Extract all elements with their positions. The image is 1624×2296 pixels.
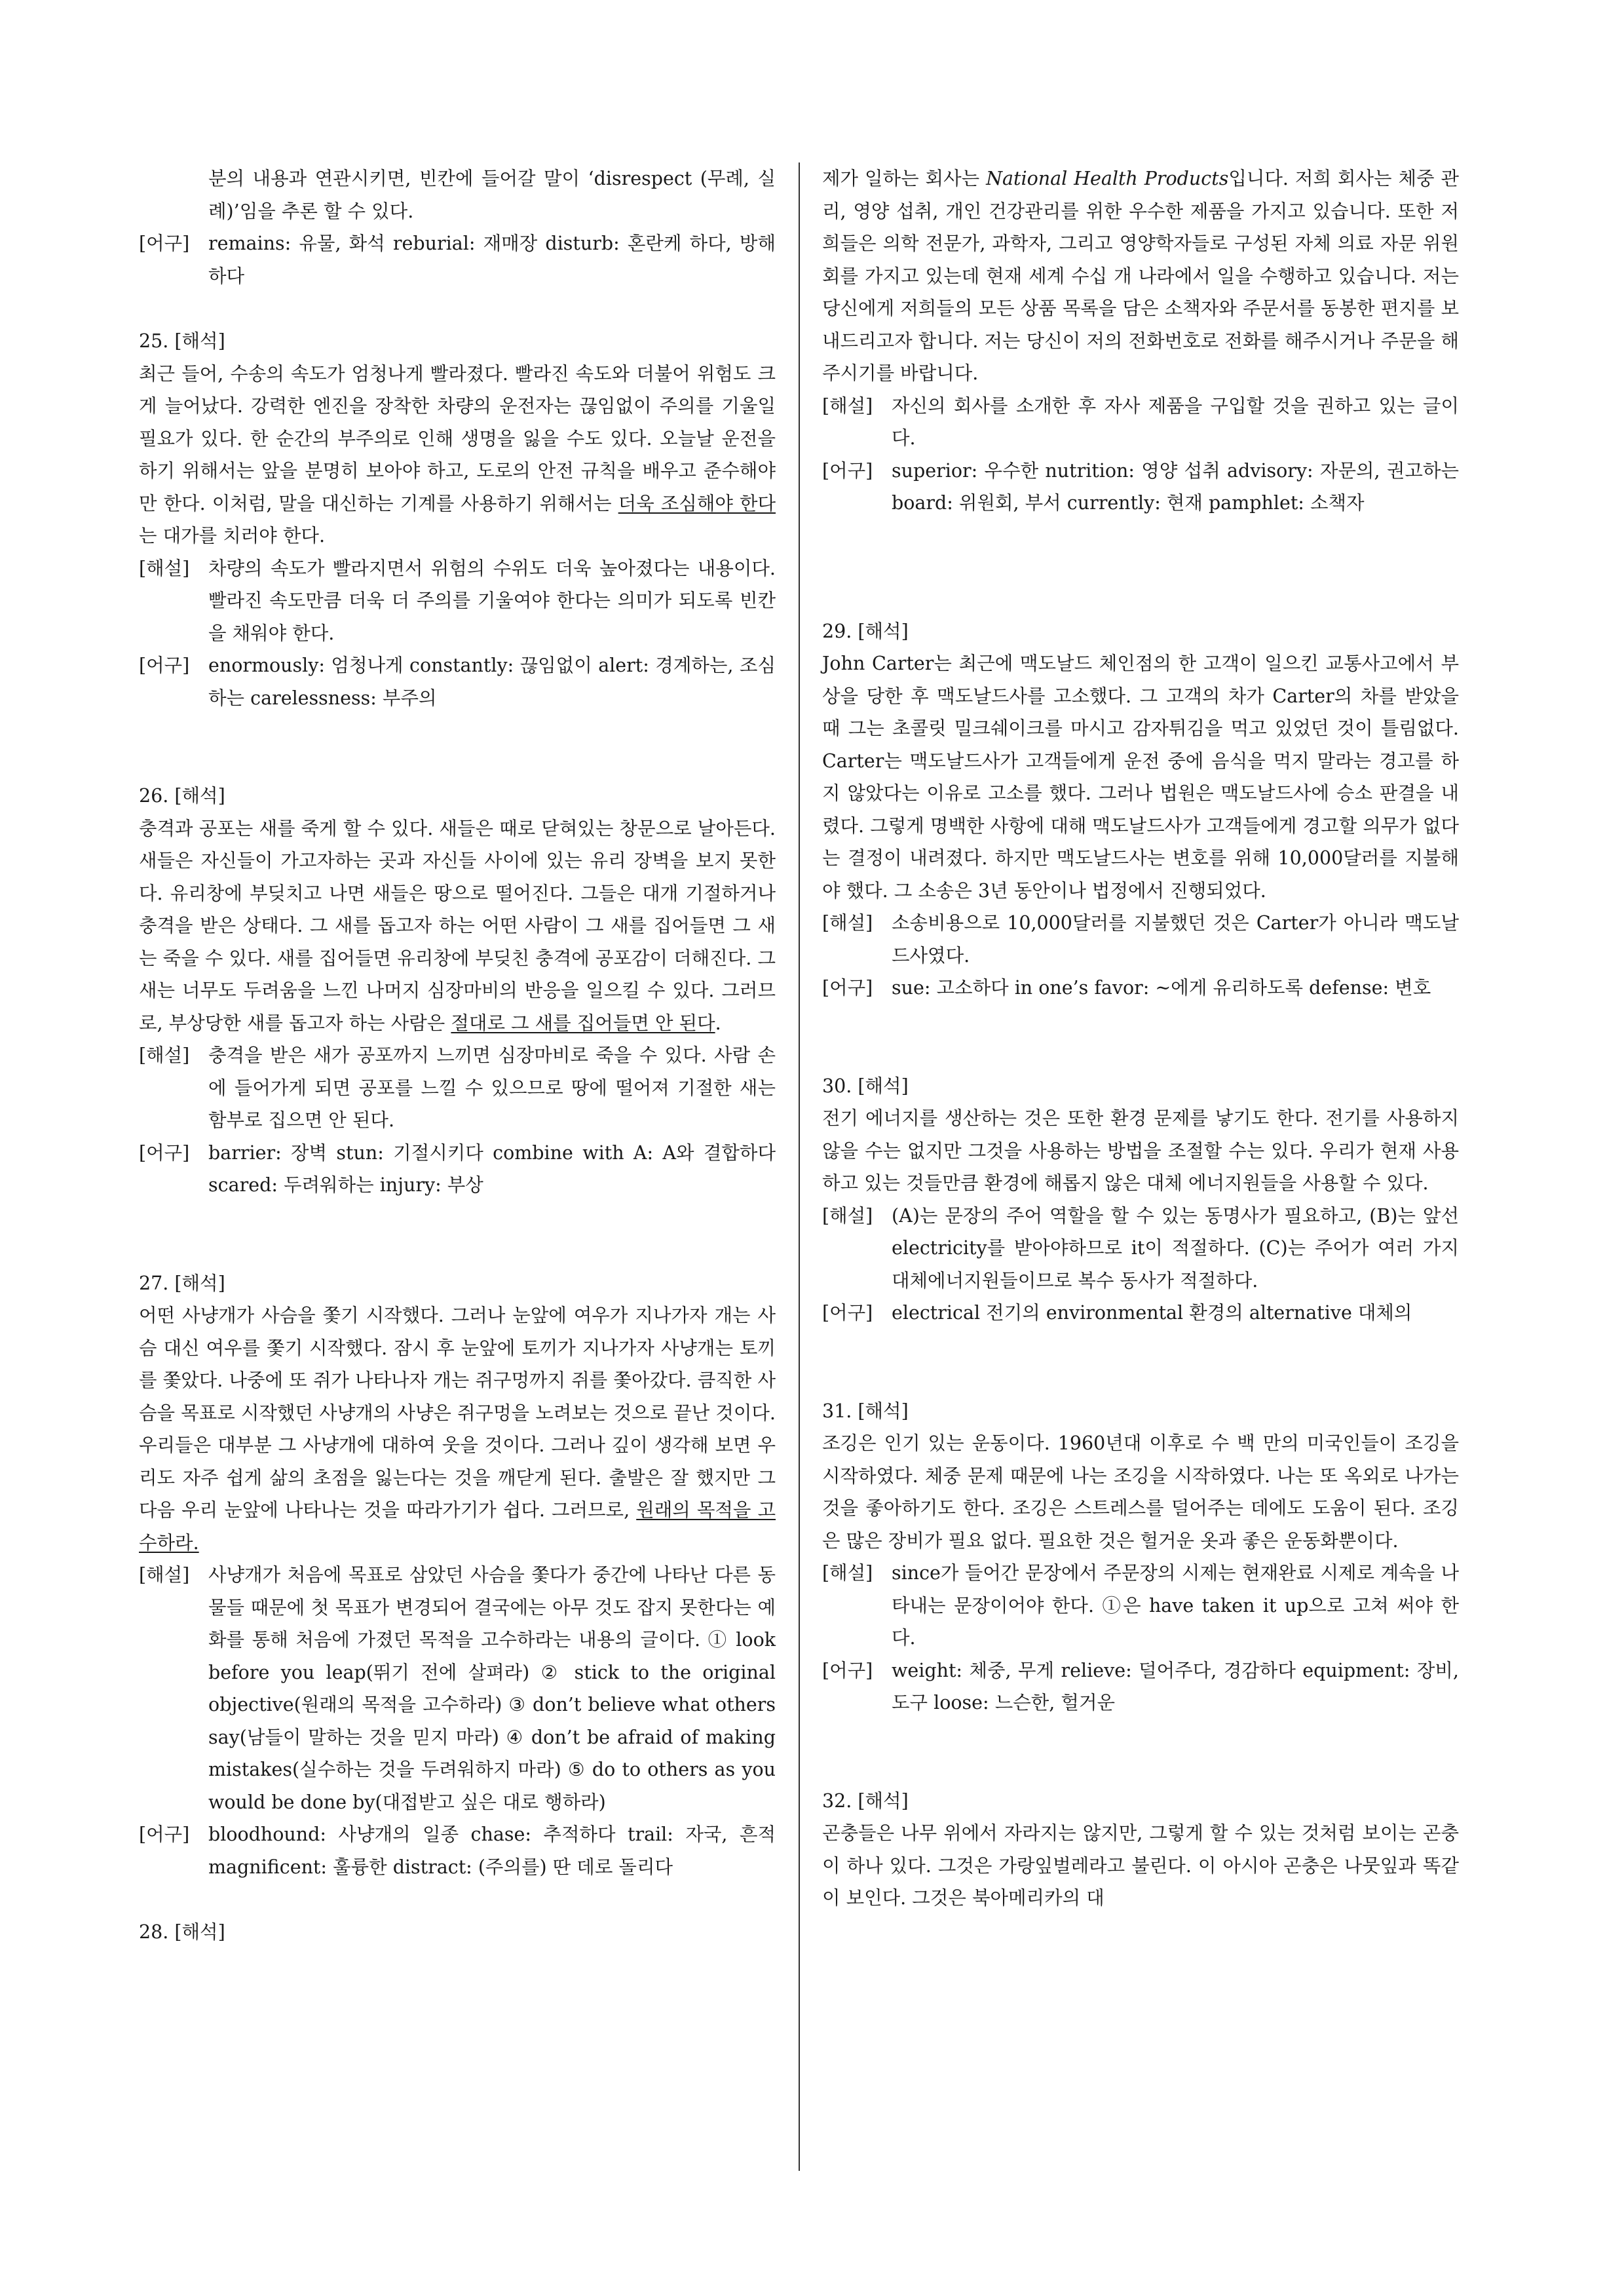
vocab-text: bloodhound: 사냥개의 일종 chase: 추적하다 trail: 자국, 흔적 magnificent: 훌륭한 distract: (주의를) 딴 데로 돌리다 (208, 1824, 776, 1878)
vocab-tag: [어구] (139, 233, 190, 254)
haeseol-text: 소송비용으로 10,000달러를 지불했던 것은 Carter가 아니라 맥도날드사였다. (892, 912, 1459, 966)
left-column (139, 163, 776, 1949)
q25-vocab (139, 649, 776, 714)
haeseol-tag: [해설] (139, 557, 190, 579)
q26-body (139, 813, 776, 1040)
q31-haeseol (822, 1557, 1459, 1655)
q26-haeseol (139, 1039, 776, 1137)
intro-vocab (139, 227, 776, 292)
q29-vocab (822, 972, 1459, 1004)
haeseol-text: (A)는 문장의 주어 역할을 할 수 있는 동명사가 필요하고, (B)는 앞선 electricity를 받아야하므로 it이 적절하다. (C)는 주어가 여러 가지 대체에너지원들이므로 복수 동사가 적절하다. (892, 1204, 1459, 1292)
q27-heading: 27. [해석] (139, 1272, 225, 1294)
q28-body-tail: 입니다. 저희 회사는 체중 관리, 영양 섭취, 개인 건강관리를 위한 우수한 제품을 가지고 있습니다. 또한 저희들은 의학 전문가, 과학자, 그리고 영양학자들로 구성된 자체 의료 자문 위원회를 가지고 있는데 현재 세계 수십 개 나라에서 일을 수행하고 있습니다. 저는 당신에게 저희들의 모든 상품 목록을 담은 소책자와 주문서를 동봉한 편지를 보내드리고자 합니다. 저는 당신이 저의 전화번호로 전화를 해주시거나 주문을 해주시기를 바랍니다. (822, 168, 1460, 384)
haeseol-text: 사냥개가 처음에 목표로 삼았던 사슴을 쫓다가 중간에 나타난 다른 동물들 때문에 첫 목표가 변경되어 결국에는 아무 것도 잡지 못한다는 예화를 통해 처음에 가졌던 목적을 고수하라는 내용의 글이다. ① look before you leap(뛰기 전에 살펴라) ② stick to the original objective(원래의 목적을 고수하라) ③ don’t believe what others say(남들이 말하는 것을 믿지 마라) ④ don’t be afraid of making mistakes(실수하는 것을 두려워하지 마라) ⑤ do to others as you would be done by(대접받고 싶은 대로 행하라) (208, 1564, 776, 1813)
q32-body: 곤충들은 나무 위에서 자라지는 않지만, 그렇게 할 수 있는 것처럼 보이는 곤충이 하나 있다. 그것은 가랑잎벌레라고 불린다. 이 아시아 곤충은 나뭇잎과 똑같이 보인다. 그것은 북아메리카의 대 (822, 1822, 1459, 1909)
company-name: National Health Products (986, 168, 1229, 189)
vocab-tag: [어구] (139, 655, 190, 676)
q27-haeseol (139, 1559, 776, 1818)
q28-vocab (822, 455, 1459, 520)
q25-answer: 더욱 조심해야 한다 (618, 492, 776, 514)
q30-body: 전기 에너지를 생산하는 것은 또한 환경 문제를 낳기도 한다. 전기를 사용하지 않을 수는 없지만 그것을 사용하는 방법을 조절할 수는 있다. 우리가 현재 사용하고 있는 것들만큼 환경에 해롭지 않은 대체 에너지원들을 사용할 수 있다. (822, 1107, 1459, 1194)
vocab-tag: [어구] (822, 459, 873, 482)
vocab-text: superior: 우수한 nutrition: 영양 섭취 advisory: 자문의, 권고하는 board: 위원회, 부서 currently: 현재 pamphlet: 소책자 (892, 459, 1459, 514)
vocab-text: electrical 전기의 environmental 환경의 alternative 대체의 (892, 1302, 1412, 1324)
vocab-tag: [어구] (139, 1824, 190, 1845)
q28-body-text: 제가 일하는 회사는 (822, 168, 987, 189)
q29-body: John Carter는 최근에 맥도날드 체인점의 한 고객이 일으킨 교통사고에서 부상을 당한 후 맥도날드사를 고소했다. 그 고객의 차가 Carter의 차를 받았을 때 그는 초콜릿 밀크쉐이크를 마시고 감자튀김을 먹고 있었던 것이 틀림없다. Carter는 맥도날드사가 고객들에게 운전 중에 음식을 먹지 말라는 경고를 하지 않았다는 이유로 고소를 했다. 그러나 법원은 맥도날드사에 승소 판결을 내렸다. 그렇게 명백한 사항에 대해 맥도날드사가 고객들에게 경고할 의무가 없다는 결정이 내려졌다. 하지만 맥도날드사는 변호를 위해 10,000달러를 지불해야 했다. 그 소송은 3년 동안이나 법정에서 진행되었다. (822, 653, 1459, 902)
vocab-text: remains: 유물, 화석 reburial: 재매장 disturb: 혼란케 하다, 방해하다 (208, 233, 776, 287)
vocab-tag: [어구] (822, 1659, 873, 1681)
q26-body-text: 충격과 공포는 새를 죽게 할 수 있다. 새들은 때로 닫혀있는 창문으로 날아든다. 새들은 자신들이 가고자하는 곳과 자신들 사이에 있는 유리 장벽을 보지 못한다. 유리창에 부딪치고 나면 새들은 땅으로 떨어진다. 그들은 대개 기절하거나 충격을 받은 상태다. 그 새를 돕고자 하는 어떤 사람이 그 새를 집어들면 그 새는 죽을 수 있다. 새를 집어들면 유리창에 부딪친 충격에 공포감이 더해진다. 그 새는 너무도 두려움을 느낀 나머지 심장마비의 반응을 일으킬 수 있다. 그러므로, 부상당한 새를 돕고자 하는 사람은 (139, 817, 776, 1034)
q27-answer: 원래의 목적을 고수하라. (139, 1499, 776, 1554)
vocab-tag: [어구] (822, 977, 873, 999)
q25-haeseol (139, 552, 776, 650)
q28-haeseol (822, 390, 1459, 455)
q28-body (822, 163, 1459, 390)
q30-haeseol (822, 1200, 1459, 1297)
right-column (822, 163, 1459, 1915)
q26-body-tail: . (715, 1012, 721, 1034)
column-divider (799, 163, 800, 2171)
q25-body-text: 최근 들어, 수송의 속도가 엄청나게 빨라졌다. 빨라진 속도와 더불어 위험도 크게 늘어났다. 강력한 엔진을 장착한 차량의 운전자는 끊임없이 주의를 기울일 필요가 있다. 한 순간의 부주의로 인해 생명을 잃을 수도 있다. 오늘날 운전을 하기 위해서는 앞을 분명히 보아야 하고, 도로의 안전 규칙을 배우고 준수해야만 한다. 이처럼, 말을 대신하는 기계를 사용하기 위해서는 (139, 362, 776, 514)
vocab-text: weight: 체중, 무게 relieve: 덜어주다, 경감하다 equipment: 장비, 도구 loose: 느슨한, 헐거운 (892, 1659, 1459, 1713)
q30-heading: 30. [해석] (822, 1075, 909, 1097)
q31-heading: 31. [해석] (822, 1400, 909, 1422)
haeseol-text: 충격을 받은 새가 공포까지 느끼면 심장마비로 죽을 수 있다. 사람 손에 들어가게 되면 공포를 느낄 수 있으므로 땅에 떨어져 기절한 새는 함부로 집으면 안 된다. (208, 1044, 776, 1131)
vocab-text: sue: 고소하다 in one’s favor: ~에게 유리하도록 defense: 변호 (892, 977, 1431, 999)
q27-body-text: 어떤 사냥개가 사슴을 쫓기 시작했다. 그러나 눈앞에 여우가 지나가자 개는 사슴 대신 여우를 쫓기 시작했다. 잠시 후 눈앞에 토끼가 지나가자 사냥개는 토끼를 쫓았다. 나중에 또 쥐가 나타나자 개는 쥐구멍까지 쥐를 쫓아갔다. 큼직한 사슴을 목표로 시작했던 사냥개의 사냥은 쥐구멍을 노려보는 것으로 끝난 것이다. 우리들은 대부분 그 사냥개에 대하여 웃을 것이다. 그러나 깊이 생각해 보면 우리도 자주 쉽게 삶의 초점을 잃는다는 것을 깨닫게 된다. 출발은 잘 했지만 그 다음 우리 눈앞에 나타나는 것을 따라가기가 쉽다. 그러므로, (139, 1305, 776, 1521)
vocab-tag: [어구] (139, 1141, 190, 1164)
intro-paragraph: 분의 내용과 연관시키면, 빈칸에 들어갈 말이 ‘disrespect (무례, 실례)’임을 추론 할 수 있다. (208, 168, 776, 222)
haeseol-tag: [해설] (139, 1564, 190, 1586)
vocab-tag: [어구] (822, 1302, 873, 1324)
haeseol-text: 자신의 회사를 소개한 후 자사 제품을 구입할 것을 권하고 있는 글이다. (892, 394, 1459, 449)
q26-vocab (139, 1137, 776, 1202)
haeseol-tag: [해설] (822, 912, 873, 934)
haeseol-tag: [해설] (822, 394, 873, 417)
q26-answer: 절대로 그 새를 집어들면 안 된다 (451, 1012, 715, 1034)
q28-heading: 28. [해석] (139, 1921, 225, 1943)
q27-body (139, 1299, 776, 1559)
vocab-text: barrier: 장벽 stun: 기절시키다 combine with A: A와 결합하다 scared: 두려워하는 injury: 부상 (208, 1141, 776, 1196)
haeseol-tag: [해설] (822, 1562, 873, 1584)
q31-vocab (822, 1655, 1459, 1719)
vocab-text: enormously: 엄청나게 constantly: 끊임없이 alert: 경계하는, 조심하는 carelessness: 부주의 (208, 655, 776, 709)
q25-heading: 25. [해석] (139, 330, 225, 352)
q25-body (139, 358, 776, 552)
q25-body-tail: 는 대가를 치러야 한다. (139, 525, 326, 546)
haeseol-tag: [해설] (822, 1204, 873, 1227)
haeseol-tag: [해설] (139, 1044, 190, 1066)
q27-vocab (139, 1818, 776, 1883)
q29-heading: 29. [해석] (822, 620, 909, 642)
q31-body: 조깅은 인기 있는 운동이다. 1960년대 이후로 수 백 만의 미국인들이 조깅을 시작하였다. 체중 문제 때문에 나는 조깅을 시작하였다. 나는 또 옥외로 나가는 것을 좋아하기도 한다. 조깅은 스트레스를 덜어주는 데에도 도움이 된다. 조깅은 많은 장비가 필요 없다. 필요한 것은 헐거운 옷과 좋은 운동화뿐이다. (822, 1432, 1459, 1552)
q30-vocab (822, 1297, 1459, 1330)
haeseol-text: 차량의 속도가 빨라지면서 위험의 수위도 더욱 높아졌다는 내용이다. 빨라진 속도만큼 더욱 더 주의를 기울여야 한다는 의미가 되도록 빈칸을 채워야 한다. (208, 557, 776, 644)
q32-heading: 32. [해석] (822, 1789, 909, 1812)
q29-haeseol (822, 907, 1459, 972)
q26-heading: 26. [해석] (139, 785, 225, 807)
haeseol-text: since가 들어간 문장에서 주문장의 시제는 현재완료 시제로 계속을 나타내는 문장이어야 한다. ①은 have taken it up으로 고쳐 써야 한다. (892, 1562, 1459, 1649)
